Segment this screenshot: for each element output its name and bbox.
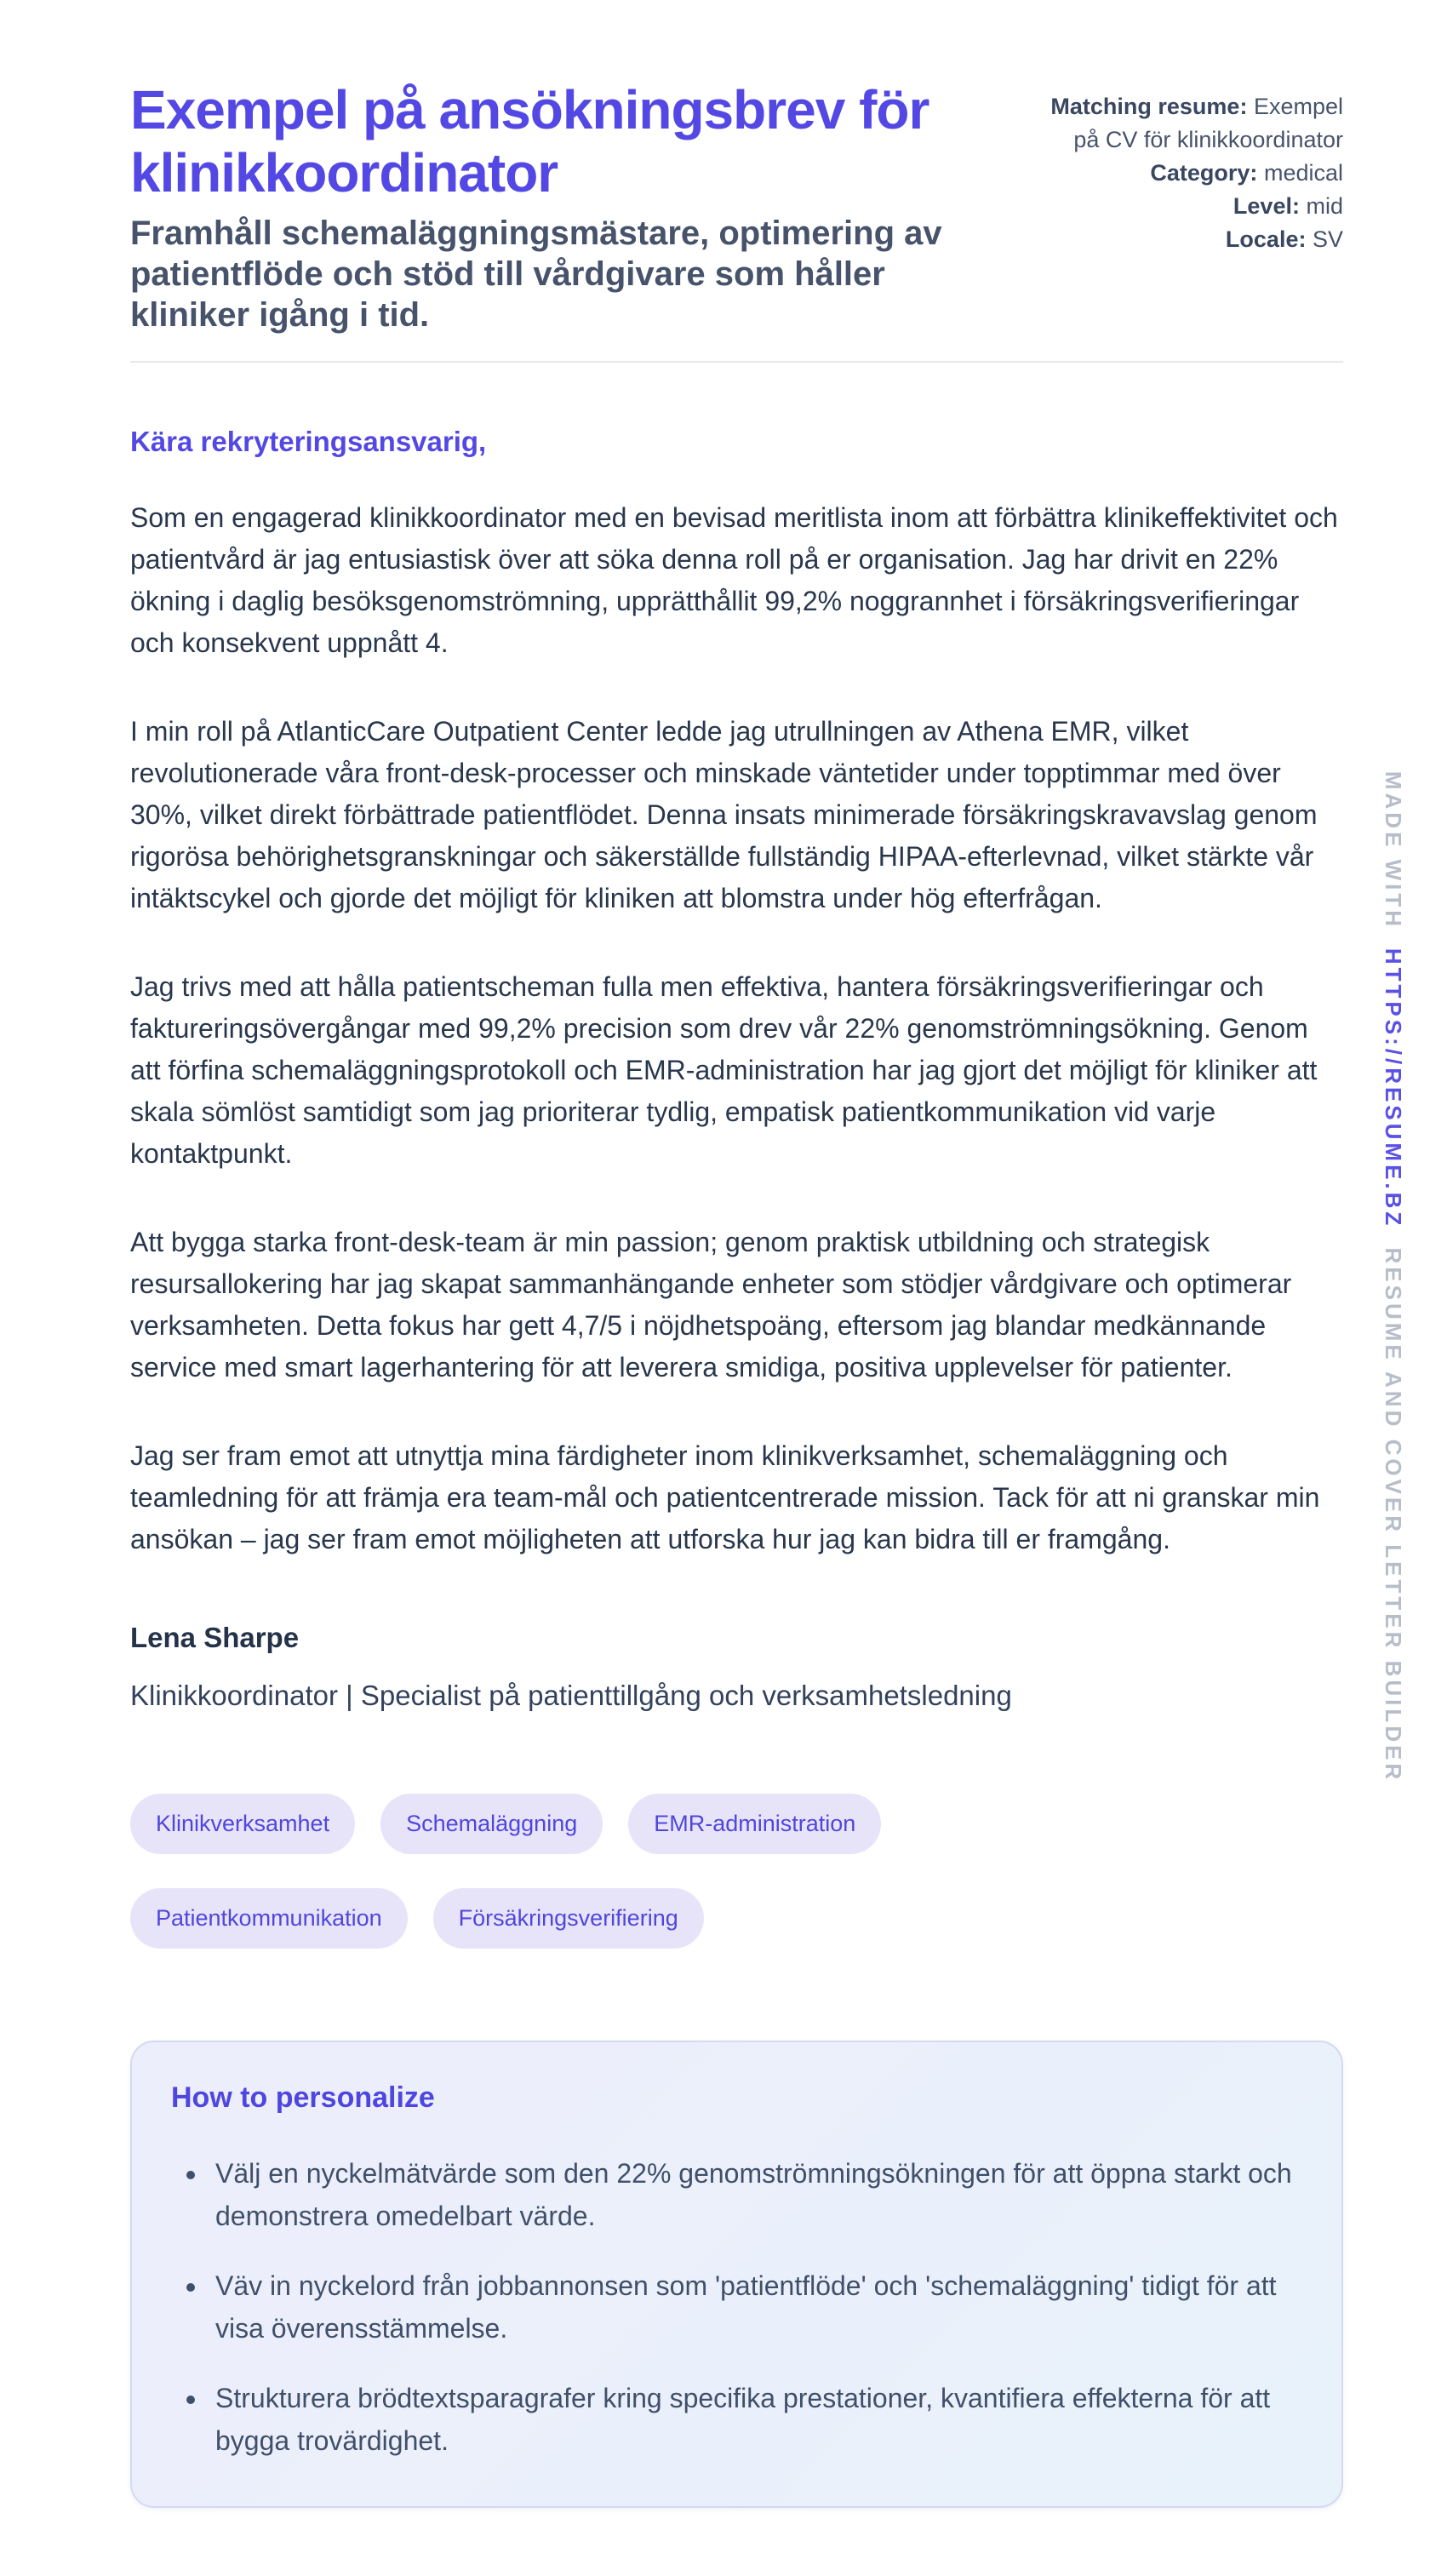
- skill-tag: Schemaläggning: [380, 1794, 603, 1854]
- page-subtitle: Framhåll schemaläggningsmästare, optimering av patientflöde och stöd till vårdgivare som håller kliniker igång i tid.: [130, 215, 942, 334]
- page-title: Exempel på ansökningsbrev för klinikkoordinator: [130, 79, 929, 203]
- skill-tag: EMR-administration: [628, 1794, 881, 1854]
- header-divider: [130, 361, 1343, 363]
- letter-paragraphs: [130, 497, 1343, 1560]
- letter-paragraph: Som en engagerad klinikkoordinator med en bevisad meritlista inom att förbättra klinikeffektivitet och patientvård är jag entusiastisk över att söka denna roll på er organisation. Jag har drivit en 22% ökning i daglig besöksgenomströmning, upprätthållit 99,2% noggrannhet i försäkringsverifieringar och konsekvent uppnått 4.: [130, 502, 1338, 658]
- signature-role: Klinikkoordinator | Specialist på patienttillgång och verksamhetsledning: [130, 1680, 1012, 1711]
- personalize-tips-list: [171, 2152, 1302, 2462]
- letter-greeting: Kära rekryteringsansvarig,: [130, 426, 487, 457]
- skill-tag: Försäkringsverifiering: [433, 1888, 704, 1949]
- meta-level-label: Level:: [1233, 193, 1300, 219]
- personalize-tip: • Strukturera brödtextsparagrafer kring specifika prestationer, kvantifiera effekterna för att bygga trovärdighet.: [209, 2377, 1298, 2462]
- meta-category: [1037, 157, 1343, 190]
- personalize-tip: • Väv in nyckelord från jobbannonsen som 'patientflöde' och 'schemaläggning' tidigt för att visa överensstämmelse.: [209, 2264, 1298, 2350]
- personalize-box-title: How to personalize: [171, 2081, 435, 2114]
- meta-locale-value: SV: [1312, 226, 1343, 252]
- letter-paragraph: I min roll på AtlanticCare Outpatient Center ledde jag utrullningen av Athena EMR, vilket revolutionerade våra front-desk-processer och minskade väntetider under topptimmar med över 30%, vilket direkt förbättrade patientflödet. Denna insats minimerade försäkringskravavslag genom rigorösa behörighetsgranskningar och säkerställde fullständig HIPAA-efterlevnad, vilket stärkte vår intäktscykel och gjorde det möjligt för kliniken att blomstra under hög efterfrågan.: [130, 716, 1318, 913]
- letter-paragraph: Jag trivs med att hålla patientscheman fulla men effektiva, hantera försäkringsverifieringar och faktureringsövergångar med 99,2% precision som drev vår 22% genomströmningsökning. Genom att förfina schemaläggningsprotokoll och EMR-administration har jag gjort det möjligt för kliniker att skala sömlöst samtidigt som jag prioriterar tydlig, empatisk patientkommunikation vid varje kontaktpunkt.: [130, 971, 1318, 1169]
- meta-locale-label: Locale:: [1225, 226, 1307, 252]
- meta-locale: [1037, 223, 1343, 256]
- meta-category-value: medical: [1263, 160, 1343, 186]
- resume-bz-link[interactable]: HTTPS://RESUME.BZ: [1381, 948, 1406, 1229]
- skill-tags: [130, 1794, 1135, 1949]
- meta-level-value: mid: [1306, 193, 1343, 219]
- builder-tagline: RESUME AND COVER LETTER BUILDER: [1381, 1247, 1406, 1783]
- resume-meta-block: [1037, 78, 1343, 256]
- personalize-tip: • Välj en nyckelmätvärde som den 22% genomströmningsökningen för att öppna starkt och demonstrera omedelbart värde.: [209, 2152, 1298, 2237]
- letter-signature: [130, 1622, 1343, 1712]
- page-header: [130, 78, 1343, 335]
- personalize-box: [130, 2041, 1343, 2508]
- meta-matching-resume-value: Exempel på CV för klinikkoordinator: [1073, 94, 1343, 152]
- letter-paragraph: Jag ser fram emot att utnyttja mina färdigheter inom klinikverksamhet, schemaläggning och teamledning för att främja era team-mål och patientcentrerade mission. Tack för att ni granskar min ansökan – jag ser fram emot möjligheten att utforska hur jag kan bidra till er framgång.: [130, 1440, 1320, 1554]
- header-title-block: [130, 78, 1007, 335]
- meta-matching-resume: [1037, 90, 1343, 157]
- letter-body: [130, 426, 1343, 2508]
- meta-level: [1037, 190, 1343, 223]
- skill-tag: Klinikverksamhet: [130, 1794, 355, 1854]
- made-with-label: MADE WITH: [1381, 770, 1406, 930]
- site-branding-vertical: [1380, 771, 1406, 1783]
- skill-tag: Patientkommunikation: [130, 1888, 408, 1949]
- meta-matching-resume-label: Matching resume:: [1050, 94, 1248, 119]
- signature-name: Lena Sharpe: [130, 1622, 300, 1653]
- meta-category-label: Category:: [1150, 160, 1258, 186]
- letter-paragraph: Att bygga starka front-desk-team är min passion; genom praktisk utbildning och strategisk resursallokering har jag skapat sammanhängande enheter som stödjer vårdgivare och optimerar verksamheten. Detta fokus har gett 4,7/5 i nöjdhetspoäng, eftersom jag blandar medkännande service med smart lagerhantering för att leverera smidiga, positiva upplevelser för patienter.: [130, 1227, 1292, 1382]
